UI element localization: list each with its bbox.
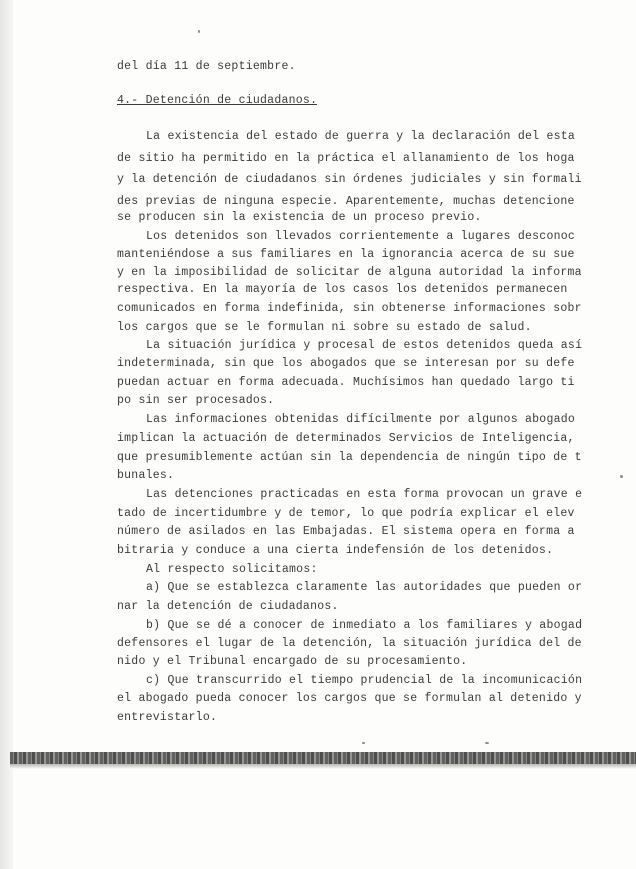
text-line: Al respecto solicitamos: bbox=[146, 563, 318, 576]
text-line: bunales. bbox=[117, 469, 175, 482]
text-line: los cargos que se le formulan ni sobre su estado de salud. bbox=[117, 321, 532, 334]
text-line: La existencia del estado de guerra y la declaración del esta bbox=[146, 130, 576, 143]
text-line: se producen sin la existencia de un proceso previo. bbox=[117, 211, 482, 224]
text-line: po sin ser procesados. bbox=[117, 394, 275, 407]
text-line: el abogado pueda conocer los cargos que se formulan al detenido y bbox=[117, 692, 582, 705]
scan-artifact-shadow bbox=[10, 764, 636, 769]
text-line: implican la actuación de determinados Servicios de Inteligencia, bbox=[117, 432, 575, 445]
section-heading: 4.- Detención de ciudadanos. bbox=[117, 94, 318, 107]
scan-speck bbox=[620, 475, 623, 478]
text-line: La situación jurídica y procesal de estos detenidos queda así bbox=[146, 339, 583, 352]
text-line: y la detención de ciudadanos sin órdenes judiciales y sin formali bbox=[117, 173, 582, 186]
text-line: Las detenciones practicadas en esta forma provocan un grave e bbox=[146, 488, 583, 501]
text-line: nido y el Tribunal encargado de su procesamiento. bbox=[117, 655, 468, 668]
text-line: entrevistarlo. bbox=[117, 711, 218, 724]
text-line: de sitio ha permitido en la práctica el allanamiento de los hoga bbox=[117, 152, 575, 165]
scan-speck bbox=[362, 742, 365, 744]
text-line: comunicados en forma indefinida, sin obtenerse informaciones sobr bbox=[117, 302, 582, 315]
text-line: tado de incertidumbre y de temor, lo que podría explicar el elev bbox=[117, 507, 575, 520]
date-line: del día 11 de septiembre. bbox=[117, 60, 296, 73]
scan-artifact-band bbox=[10, 752, 636, 764]
text-line: número de asilados en las Embajadas. El sistema opera en forma a bbox=[117, 525, 575, 538]
text-line: bitraria y conduce a una cierta indefensión de los detenidos. bbox=[117, 544, 554, 557]
scan-speck bbox=[485, 742, 489, 744]
text-line: que presumiblemente actúan sin la dependencia de ningún tipo de t bbox=[117, 451, 582, 464]
text-line: respectiva. En la mayoría de los casos los detenidos permanecen bbox=[117, 283, 568, 296]
text-line: defensores el lugar de la detención, la situación jurídica del de bbox=[117, 637, 582, 650]
page-left-edge bbox=[0, 0, 13, 869]
text-line: des previas de ninguna especie. Aparentemente, muchas detencione bbox=[117, 195, 575, 208]
text-line: b) Que se dé a conocer de inmediato a los familiares y abogad bbox=[146, 619, 583, 632]
scan-speck bbox=[198, 30, 200, 33]
text-line: a) Que se establezca claramente las autoridades que pueden or bbox=[146, 581, 583, 594]
text-line: manteniéndose a sus familiares en la ignorancia acerca de su sue bbox=[117, 248, 575, 261]
text-line: nar la detención de ciudadanos. bbox=[117, 600, 339, 613]
text-line: puedan actuar en forma adecuada. Muchísimos han quedado largo ti bbox=[117, 376, 575, 389]
text-line: c) Que transcurrido el tiempo prudencial de la incomunicación bbox=[146, 674, 583, 687]
text-line: Las informaciones obtenidas difícilmente por algunos abogado bbox=[146, 413, 576, 426]
text-line: indeterminada, sin que los abogados que se interesan por su defe bbox=[117, 357, 575, 370]
text-line: y en la imposibilidad de solicitar de alguna autoridad la informa bbox=[117, 266, 582, 279]
text-line: Los detenidos son llevados corrientemente a lugares desconoc bbox=[146, 230, 576, 243]
